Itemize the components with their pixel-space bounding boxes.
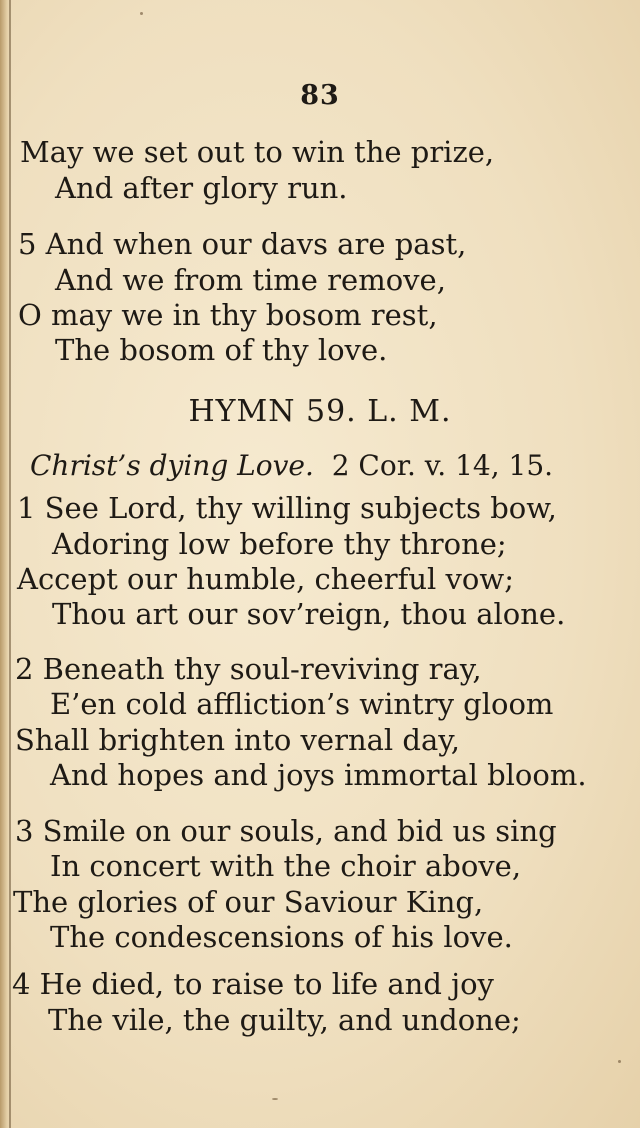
verse-line: And after glory run.: [55, 171, 348, 205]
paper-speck: [618, 1060, 621, 1063]
paper-speck: [272, 1098, 278, 1100]
verse-line: Thou art our sov’reign, thou alone.: [52, 597, 566, 631]
verse-line: The glories of our Saviour King,: [13, 885, 484, 919]
verse-line: May we set out to win the prize,: [20, 135, 495, 169]
verse-line: And hopes and joys immortal bloom.: [50, 758, 587, 792]
verse-line: Shall brighten into vernal day,: [15, 723, 461, 757]
page-binding-line: [9, 0, 11, 1128]
paper-speck: [140, 12, 143, 15]
verse-line: 2 Beneath thy soul-reviving ray,: [15, 652, 482, 686]
hymn-subtitle-reference: 2 Cor. v. 14, 15.: [331, 449, 554, 482]
verse-line: O may we in thy bosom rest,: [18, 298, 438, 332]
verse-line: 5 And when our davs are past,: [18, 227, 467, 261]
verse-line: The bosom of thy love.: [55, 333, 388, 367]
verse-line: In concert with the choir above,: [50, 849, 522, 883]
verse-line: The condescensions of his love.: [50, 920, 513, 954]
verse-line: E’en cold affliction’s wintry gloom: [50, 687, 554, 721]
verse-line: 4 He died, to raise to life and joy: [12, 967, 494, 1001]
verse-line: Accept our humble, cheerful vow;: [17, 562, 514, 596]
verse-line: 3 Smile on our souls, and bid us sing: [15, 814, 557, 848]
verse-line: 1 See Lord, thy willing subjects bow,: [17, 491, 557, 525]
hymn-subtitle: [30, 448, 553, 484]
verse-line: Adoring low before thy throne;: [52, 527, 507, 561]
verse-line: And we from time remove,: [55, 263, 446, 297]
page-number: 83: [300, 80, 340, 111]
verse-line: The vile, the guilty, and undone;: [48, 1003, 521, 1037]
hymn-heading: HYMN 59. L. M.: [188, 394, 452, 429]
hymn-subtitle-title: Christ’s dying Love.: [30, 449, 314, 482]
